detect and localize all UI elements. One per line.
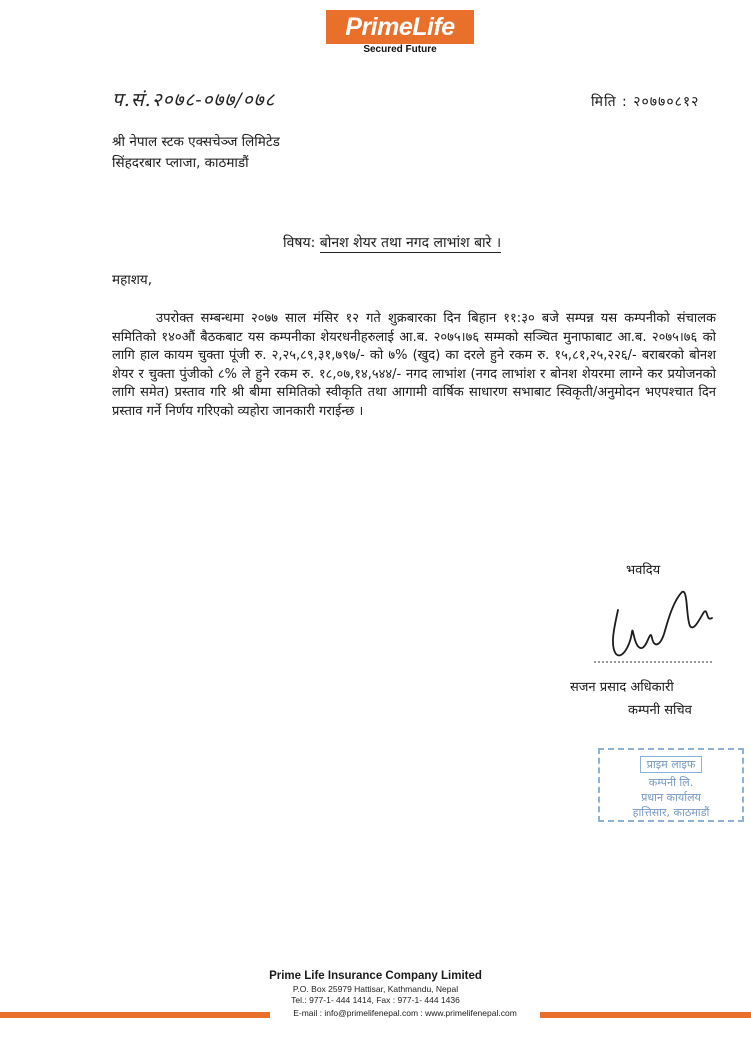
signatory-title: कम्पनी सचिव <box>628 703 692 718</box>
handwritten-signature <box>586 588 716 668</box>
logo-text: PrimeLife <box>345 12 455 41</box>
recipient-line: श्री नेपाल स्टक एक्सचेञ्ज लिमिटेड <box>112 134 280 150</box>
reference-number: प.सं.२०७८-०७७/०७८ <box>112 89 276 111</box>
company-logo <box>326 10 474 44</box>
subject-label: विषय: <box>283 235 316 251</box>
footer-company-name: Prime Life Insurance Company Limited <box>269 970 482 982</box>
logo-tagline: Secured Future <box>363 44 437 55</box>
stamp-line: हात्तिसार, काठमाडौं <box>632 806 710 819</box>
stamp-line: कम्पनी लि. <box>648 776 694 789</box>
stamp-line: प्राइम लाइफ <box>640 756 703 773</box>
closing: भवदिय <box>626 563 661 578</box>
letter-body: उपरोक्त सम्बन्धमा २०७७ साल मंसिर १२ गते शुक्रबारका दिन बिहान ११:३० बजे सम्पन्न यस कम्पनीको संचालक समितिको १४०औं बैठकबाट यस कम्पनीका शेयरधनीहरुलाई आ.ब. २०७५।७६ सम्मको सञ्चित मुनाफाबाट आ.ब. २०७५।७६ को लागि हाल कायम चुक्ता पूंजी रु. २,२५,८९,३१,७९७/- को ७% (खुद) का दरले हुने रकम रु. १५,८१,२५,२२६/- बराबरको बोनश शेयर र चुक्ता पुंजीको ८% ले हुने रकम रु. १८,०७,१४,५४४/- नगद लाभांश (नगद लाभांश र बोनश शेयरमा लाग्ने कर प्रयोजनको लागि समेत) प्रस्ताव गरि श्री बीमा समितिको स्वीकृति तथा आगामी वार्षिक साधारण सभाबाट स्विकृती/अनुमोदन भएपश्चात दिन प्रस्ताव गर्ने निर्णय गरिएको व्यहोरा जानकारी गराईन्छ । <box>112 311 716 419</box>
footer-email: E-mail : info@primelifenepal.com : www.primelifenepal.com <box>293 1008 517 1018</box>
footer-accent-bar <box>540 1012 751 1018</box>
subject-text: बोनश शेयर तथा नगद लाभांश बारे । <box>319 235 502 251</box>
signatory-name: सजन प्रसाद अधिकारी <box>570 680 674 695</box>
subject-line <box>283 233 501 252</box>
footer-accent-bar <box>0 1012 270 1018</box>
stamp-line: प्रधान कार्यालय <box>641 791 701 804</box>
company-stamp <box>598 748 744 822</box>
salutation: महाशय, <box>112 272 153 288</box>
footer-phone: Tel.: 977-1- 444 1414, Fax : 977-1- 444 1436 <box>291 995 460 1005</box>
footer-address: P.O. Box 25979 Hattisar, Kathmandu, Nepal <box>292 984 459 994</box>
recipient-line: सिंहदरबार प्लाजा, काठमाडौं <box>112 155 249 171</box>
letter-date: मिति : २०७७०८१२ <box>591 94 700 110</box>
recipient-address <box>112 132 280 174</box>
